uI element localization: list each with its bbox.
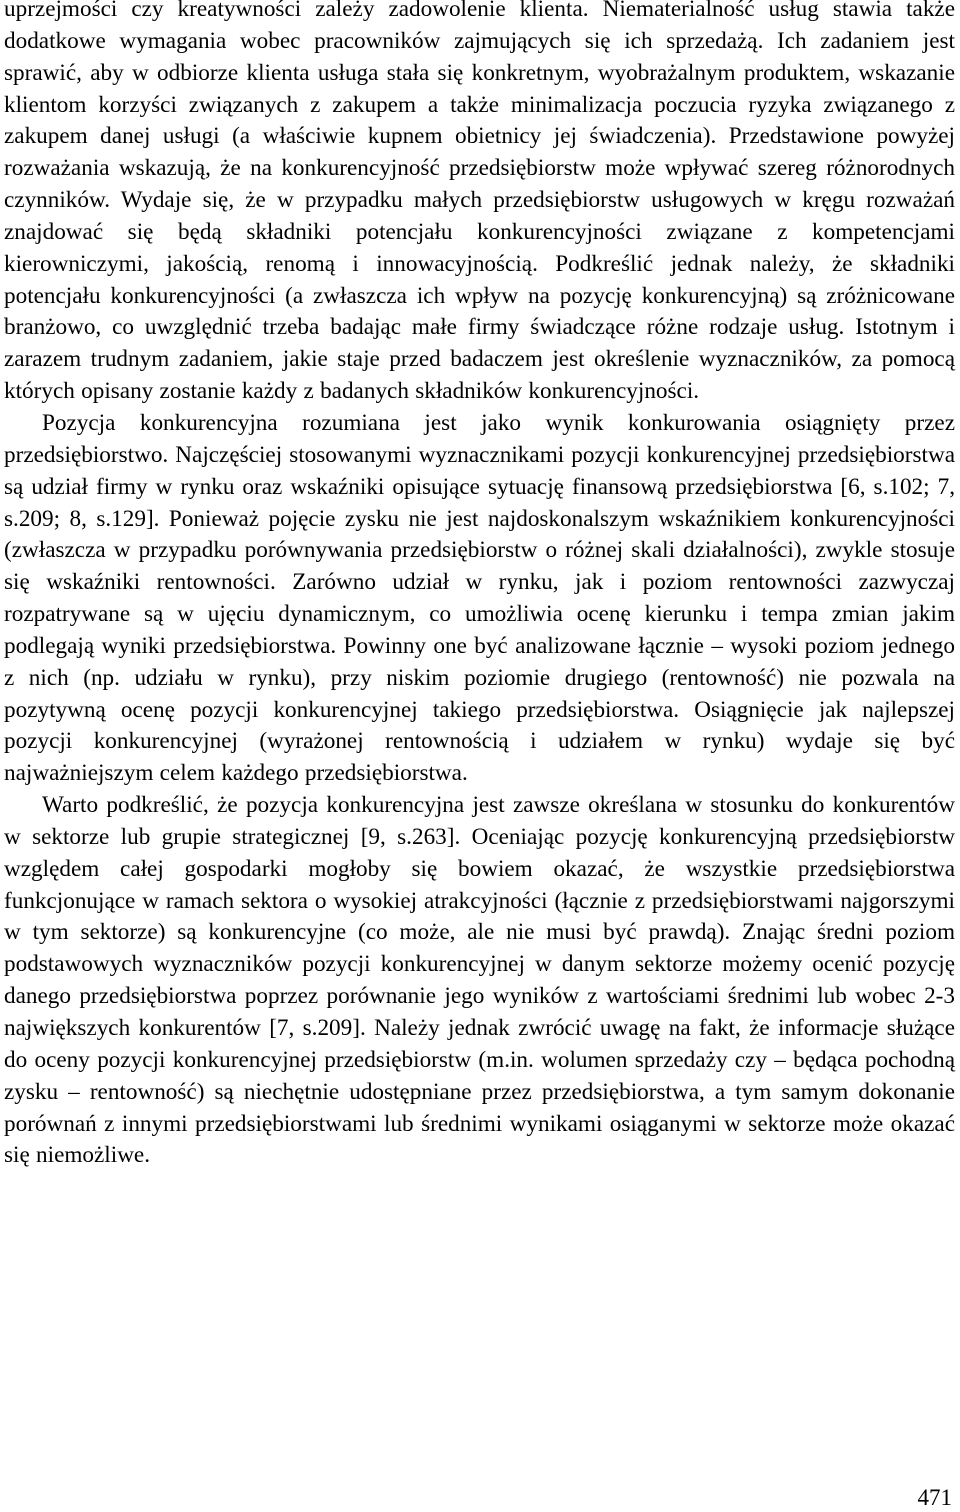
body-text (4, 0, 955, 1172)
paragraph-continuation: uprzejmości czy kreatywności zależy zadowolenie klienta. Niematerialność usług stawia także dodatkowe wymagania wobec pracowników zajmujących się ich sprzedażą. Ich zadaniem jest sprawić, aby w odbiorze klienta usługa stała się konkretnym, wyobrażalnym produktem, wskazanie klientom korzyści związanych z zakupem a także minimalizacja poczucia ryzyka związanego z zakupem danej usługi (a właściwie kupnem obietnicy jej świadczenia). Przedstawione powyżej rozważania wskazują, że na konkurencyjność przedsiębiorstw może wpływać szereg różnorodnych czynników. Wydaje się, że w przypadku małych przedsiębiorstw usługowych w kręgu rozważań znajdować się będą składniki potencjału konkurencyjności związane z kompetencjami kierowniczymi, jakością, renomą i innowacyjnością. Podkreślić jednak należy, że składniki potencjału konkurencyjności (a zwłaszcza ich wpływ na pozycję konkurencyjną) są zróżnicowane branżowo, co uwzględnić trzeba badając małe firmy świadczące różne rodzaje usług. Istotnym i zarazem trudnym zadaniem, jakie staje przed badaczem jest określenie wyznaczników, za pomocą których opisany zostanie każdy z badanych składników konkurencyjności. (4, 0, 955, 405)
paragraph-sector-comparison: Warto podkreślić, że pozycja konkurencyjna jest zawsze określana w stosunku do konkurentów w sektorze lub grupie strategicznej [9, s.263]. Oceniając pozycję konkurencyjną przedsiębiorstw względem całej gospodarki mogłoby się bowiem okazać, że wszystkie przedsiębiorstwa funkcjonujące w ramach sektora o wysokiej atrakcyjności (łącznie z przedsiębiorstwami najgorszymi w tym sektorze) są konkurencyjne (co może, ale nie musi być prawdą). Znając średni poziom podstawowych wyznaczników pozycji konkurencyjnej w danym sektorze możemy ocenić pozycję danego przedsiębiorstwa poprzez porównanie jego wyników z wartościami średnimi lub wobec 2-3 największych konkurentów [7, s.209]. Należy jednak zwrócić uwagę na fakt, że informacje służące do oceny pozycji konkurencyjnej przedsiębiorstw (m.in. wolumen sprzedaży czy – będąca pochodną zysku – rentowność) są niechętnie udostępniane przez przedsiębiorstwa, a tym samym dokonanie porównań z innymi przedsiębiorstwami lub średnimi wynikami osiąganymi w sektorze może okazać się niemożliwe. (4, 792, 955, 1169)
page-number: 471 (917, 1485, 952, 1510)
paragraph-competitive-position: Pozycja konkurencyjna rozumiana jest jako wynik konkurowania osiągnięty przez przedsiębiorstwo. Najczęściej stosowanymi wyznacznikami pozycji konkurencyjnej przedsiębiorstwa są udział firmy w rynku oraz wskaźniki opisujące sytuację finansową przedsiębiorstwa [6, s.102; 7, s.209; 8, s.129]. Ponieważ pojęcie zysku nie jest najdoskonalszym wskaźnikiem konkurencyjności (zwłaszcza w przypadku porównywania przedsiębiorstw o różnej skali działalności), zwykle stosuje się wskaźniki rentowności. Zarówno udział w rynku, jak i poziom rentowności zazwyczaj rozpatrywane są w ujęciu dynamicznym, co umożliwia ocenę kierunku i tempa zmian jakim podlegają wyniki przedsiębiorstwa. Powinny one być analizowane łącznie – wysoki poziom jednego z nich (np. udziału w rynku), przy niskim poziomie drugiego (rentowność) nie pozwala na pozytywną ocenę pozycji konkurencyjnej takiego przedsiębiorstwa. Osiągnięcie jak najlepszej pozycji konkurencyjnej (wyrażonej rentownością i udziałem w rynku) wydaje się być najważniejszym celem każdego przedsiębiorstwa. (4, 409, 955, 787)
